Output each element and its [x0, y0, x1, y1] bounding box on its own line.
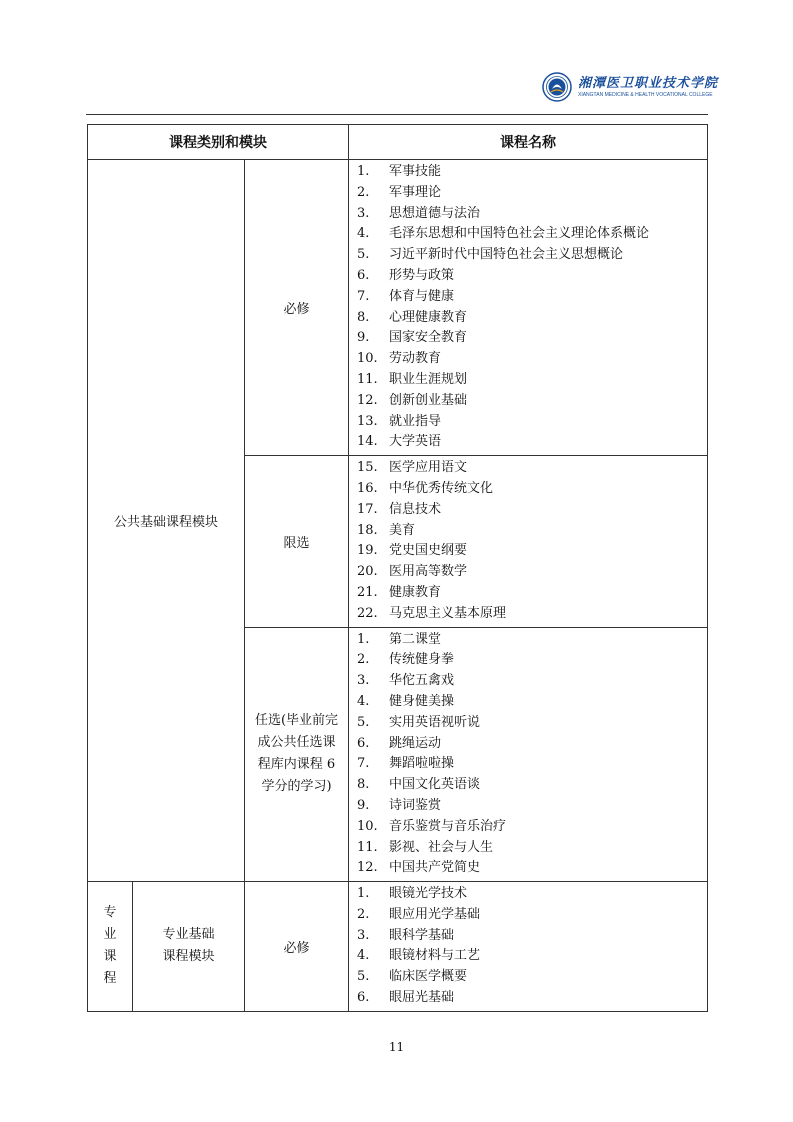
course-name: 军事技能	[389, 164, 442, 179]
course-number: 6.	[357, 990, 370, 1006]
header-course-name: 课程名称	[349, 125, 708, 160]
header-category: 课程类别和模块	[88, 125, 349, 160]
course-item	[349, 328, 707, 349]
professional-course-list	[349, 882, 708, 1012]
course-number: 11.	[357, 371, 378, 387]
course-name: 眼镜材料与工艺	[389, 948, 481, 964]
course-item	[349, 541, 707, 562]
course-item	[349, 370, 707, 391]
course-name: 传统健身拳	[389, 652, 455, 668]
course-number: 4.	[357, 948, 370, 964]
course-item	[349, 884, 707, 905]
course-name: 健身健美操	[389, 693, 455, 709]
course-name: 创新创业基础	[389, 392, 468, 408]
course-number: 19.	[357, 543, 378, 559]
course-name: 美育	[389, 522, 416, 538]
elective-label-line: 学分的学习)	[261, 779, 332, 795]
course-name: 大学英语	[389, 434, 442, 450]
course-item	[349, 204, 707, 225]
required-label: 必修	[245, 160, 349, 456]
course-item	[349, 775, 707, 796]
course-item	[349, 692, 707, 713]
limited-label: 限选	[245, 456, 349, 627]
course-number: 8.	[357, 777, 370, 793]
course-name: 医学应用语文	[389, 460, 468, 476]
course-name: 军事理论	[389, 184, 442, 200]
course-item	[349, 287, 707, 308]
elective-label-line: 成公共任选课	[257, 735, 336, 751]
course-name: 第二课堂	[389, 631, 442, 647]
course-item	[349, 500, 707, 521]
course-number: 21.	[357, 584, 378, 600]
college-name-en: XIANGTAN MEDICINE & HEALTH VOCATIONAL COLLEGE	[578, 91, 713, 98]
course-name: 马克思主义基本原理	[389, 605, 507, 621]
course-name: 职业生涯规划	[389, 371, 468, 387]
limited-course-list	[349, 456, 708, 627]
course-number: 6.	[357, 267, 370, 283]
course-number: 5.	[357, 247, 370, 263]
course-number: 20.	[357, 564, 378, 580]
course-item	[349, 858, 707, 879]
elective-label-line: 任选(毕业前完	[254, 713, 339, 729]
course-name: 国家安全教育	[389, 330, 468, 346]
course-number: 5.	[357, 969, 370, 985]
course-item	[349, 183, 707, 204]
course-number: 12.	[357, 392, 378, 408]
course-item	[349, 562, 707, 583]
professional-row	[88, 882, 708, 1012]
course-number: 3.	[357, 927, 370, 943]
course-item	[349, 391, 707, 412]
course-item	[349, 479, 707, 500]
professional-char: 业	[103, 927, 117, 943]
curriculum-table	[87, 124, 708, 1012]
course-number: 15.	[357, 460, 378, 476]
course-name: 中国文化英语谈	[389, 777, 481, 793]
course-item	[349, 838, 707, 859]
course-item	[349, 583, 707, 604]
public-module-cell: 公共基础课程模块	[88, 160, 245, 882]
course-name: 实用英语视听说	[389, 714, 481, 730]
professional-module-line: 课程模块	[162, 949, 215, 965]
course-item	[349, 967, 707, 988]
course-item	[349, 521, 707, 542]
course-number: 8.	[357, 309, 370, 325]
course-name: 就业指导	[389, 413, 442, 429]
course-item	[349, 734, 707, 755]
course-number: 7.	[357, 288, 370, 304]
course-number: 14.	[357, 434, 378, 450]
elective-label	[245, 627, 349, 882]
professional-char: 专	[103, 905, 117, 921]
course-number: 2.	[357, 652, 370, 668]
course-name: 心理健康教育	[389, 309, 468, 325]
course-number: 1.	[357, 886, 370, 902]
course-number: 1.	[357, 164, 370, 179]
course-item	[349, 604, 707, 625]
professional-category-cell	[88, 882, 133, 1012]
professional-module-cell	[133, 882, 245, 1012]
course-item	[349, 266, 707, 287]
course-item	[349, 713, 707, 734]
course-name: 眼应用光学基础	[389, 906, 481, 922]
table-header-row	[88, 125, 708, 160]
professional-char: 程	[103, 971, 117, 987]
course-name: 眼镜光学技术	[389, 886, 468, 902]
required-course-list	[349, 160, 708, 456]
course-name: 劳动教育	[389, 351, 442, 367]
course-item	[349, 630, 707, 651]
course-number: 12.	[357, 860, 378, 876]
course-number: 7.	[357, 756, 370, 772]
course-name: 眼屈光基础	[389, 990, 455, 1006]
course-item	[349, 754, 707, 775]
course-item	[349, 817, 707, 838]
course-item	[349, 796, 707, 817]
course-number: 11.	[357, 839, 378, 855]
course-number: 10.	[357, 818, 378, 834]
course-name: 思想道德与法治	[389, 205, 481, 221]
course-name: 舞蹈啦啦操	[389, 756, 455, 772]
elective-course-list	[349, 627, 708, 882]
course-name: 华佗五禽戏	[389, 673, 455, 689]
course-name: 党史国史纲要	[389, 543, 468, 559]
course-item	[349, 946, 707, 967]
course-number: 5.	[357, 714, 370, 730]
course-item	[349, 926, 707, 947]
course-name: 影视、社会与人生	[389, 839, 494, 855]
page-number: 11	[388, 1040, 405, 1054]
course-item	[349, 245, 707, 266]
course-item	[349, 988, 707, 1009]
course-number: 2.	[357, 184, 370, 200]
course-item	[349, 650, 707, 671]
course-number: 13.	[357, 413, 378, 429]
course-name: 习近平新时代中国特色社会主义思想概论	[389, 247, 624, 263]
course-number: 2.	[357, 906, 370, 922]
course-item	[349, 458, 707, 479]
course-number: 10.	[357, 351, 378, 367]
course-number: 16.	[357, 480, 378, 496]
course-name: 中华优秀传统文化	[389, 480, 494, 496]
course-name: 体育与健康	[389, 288, 455, 304]
course-item	[349, 905, 707, 926]
course-number: 9.	[357, 330, 370, 346]
course-item	[349, 412, 707, 433]
header-rule	[86, 114, 708, 115]
course-number: 6.	[357, 735, 370, 751]
course-name: 信息技术	[389, 501, 442, 517]
course-name: 临床医学概要	[389, 969, 468, 985]
course-name: 眼科学基础	[389, 927, 455, 943]
course-number: 4.	[357, 693, 370, 709]
course-name: 中国共产党简史	[389, 860, 481, 876]
college-logo	[542, 72, 718, 102]
course-item	[349, 432, 707, 453]
course-name: 医用高等数学	[389, 564, 468, 580]
professional-module-line: 专业基础	[162, 927, 215, 943]
course-name: 音乐鉴赏与音乐治疗	[389, 818, 507, 834]
professional-char: 课	[103, 949, 117, 965]
course-number: 22.	[357, 605, 378, 621]
course-number: 3.	[357, 205, 370, 221]
professional-required-label: 必修	[245, 882, 349, 1012]
course-number: 3.	[357, 673, 370, 689]
course-name: 毛泽东思想和中国特色社会主义理论体系概论	[389, 226, 650, 242]
course-number: 1.	[357, 631, 370, 647]
course-number: 17.	[357, 501, 378, 517]
required-row	[88, 160, 708, 456]
elective-label-line: 程库内课程 6	[257, 757, 336, 773]
course-item	[349, 671, 707, 692]
college-name-cn: 湘潭医卫职业技术学院	[578, 75, 719, 91]
course-number: 4.	[357, 226, 370, 242]
course-item	[349, 224, 707, 245]
course-item	[349, 349, 707, 370]
course-number: 18.	[357, 522, 378, 538]
course-name: 诗词鉴赏	[389, 797, 442, 813]
course-name: 形势与政策	[389, 267, 455, 283]
course-name: 健康教育	[389, 584, 442, 600]
course-number: 9.	[357, 797, 370, 813]
course-name: 跳绳运动	[389, 735, 442, 751]
course-item	[349, 308, 707, 329]
college-seal-icon	[542, 72, 572, 102]
course-item	[349, 162, 707, 183]
